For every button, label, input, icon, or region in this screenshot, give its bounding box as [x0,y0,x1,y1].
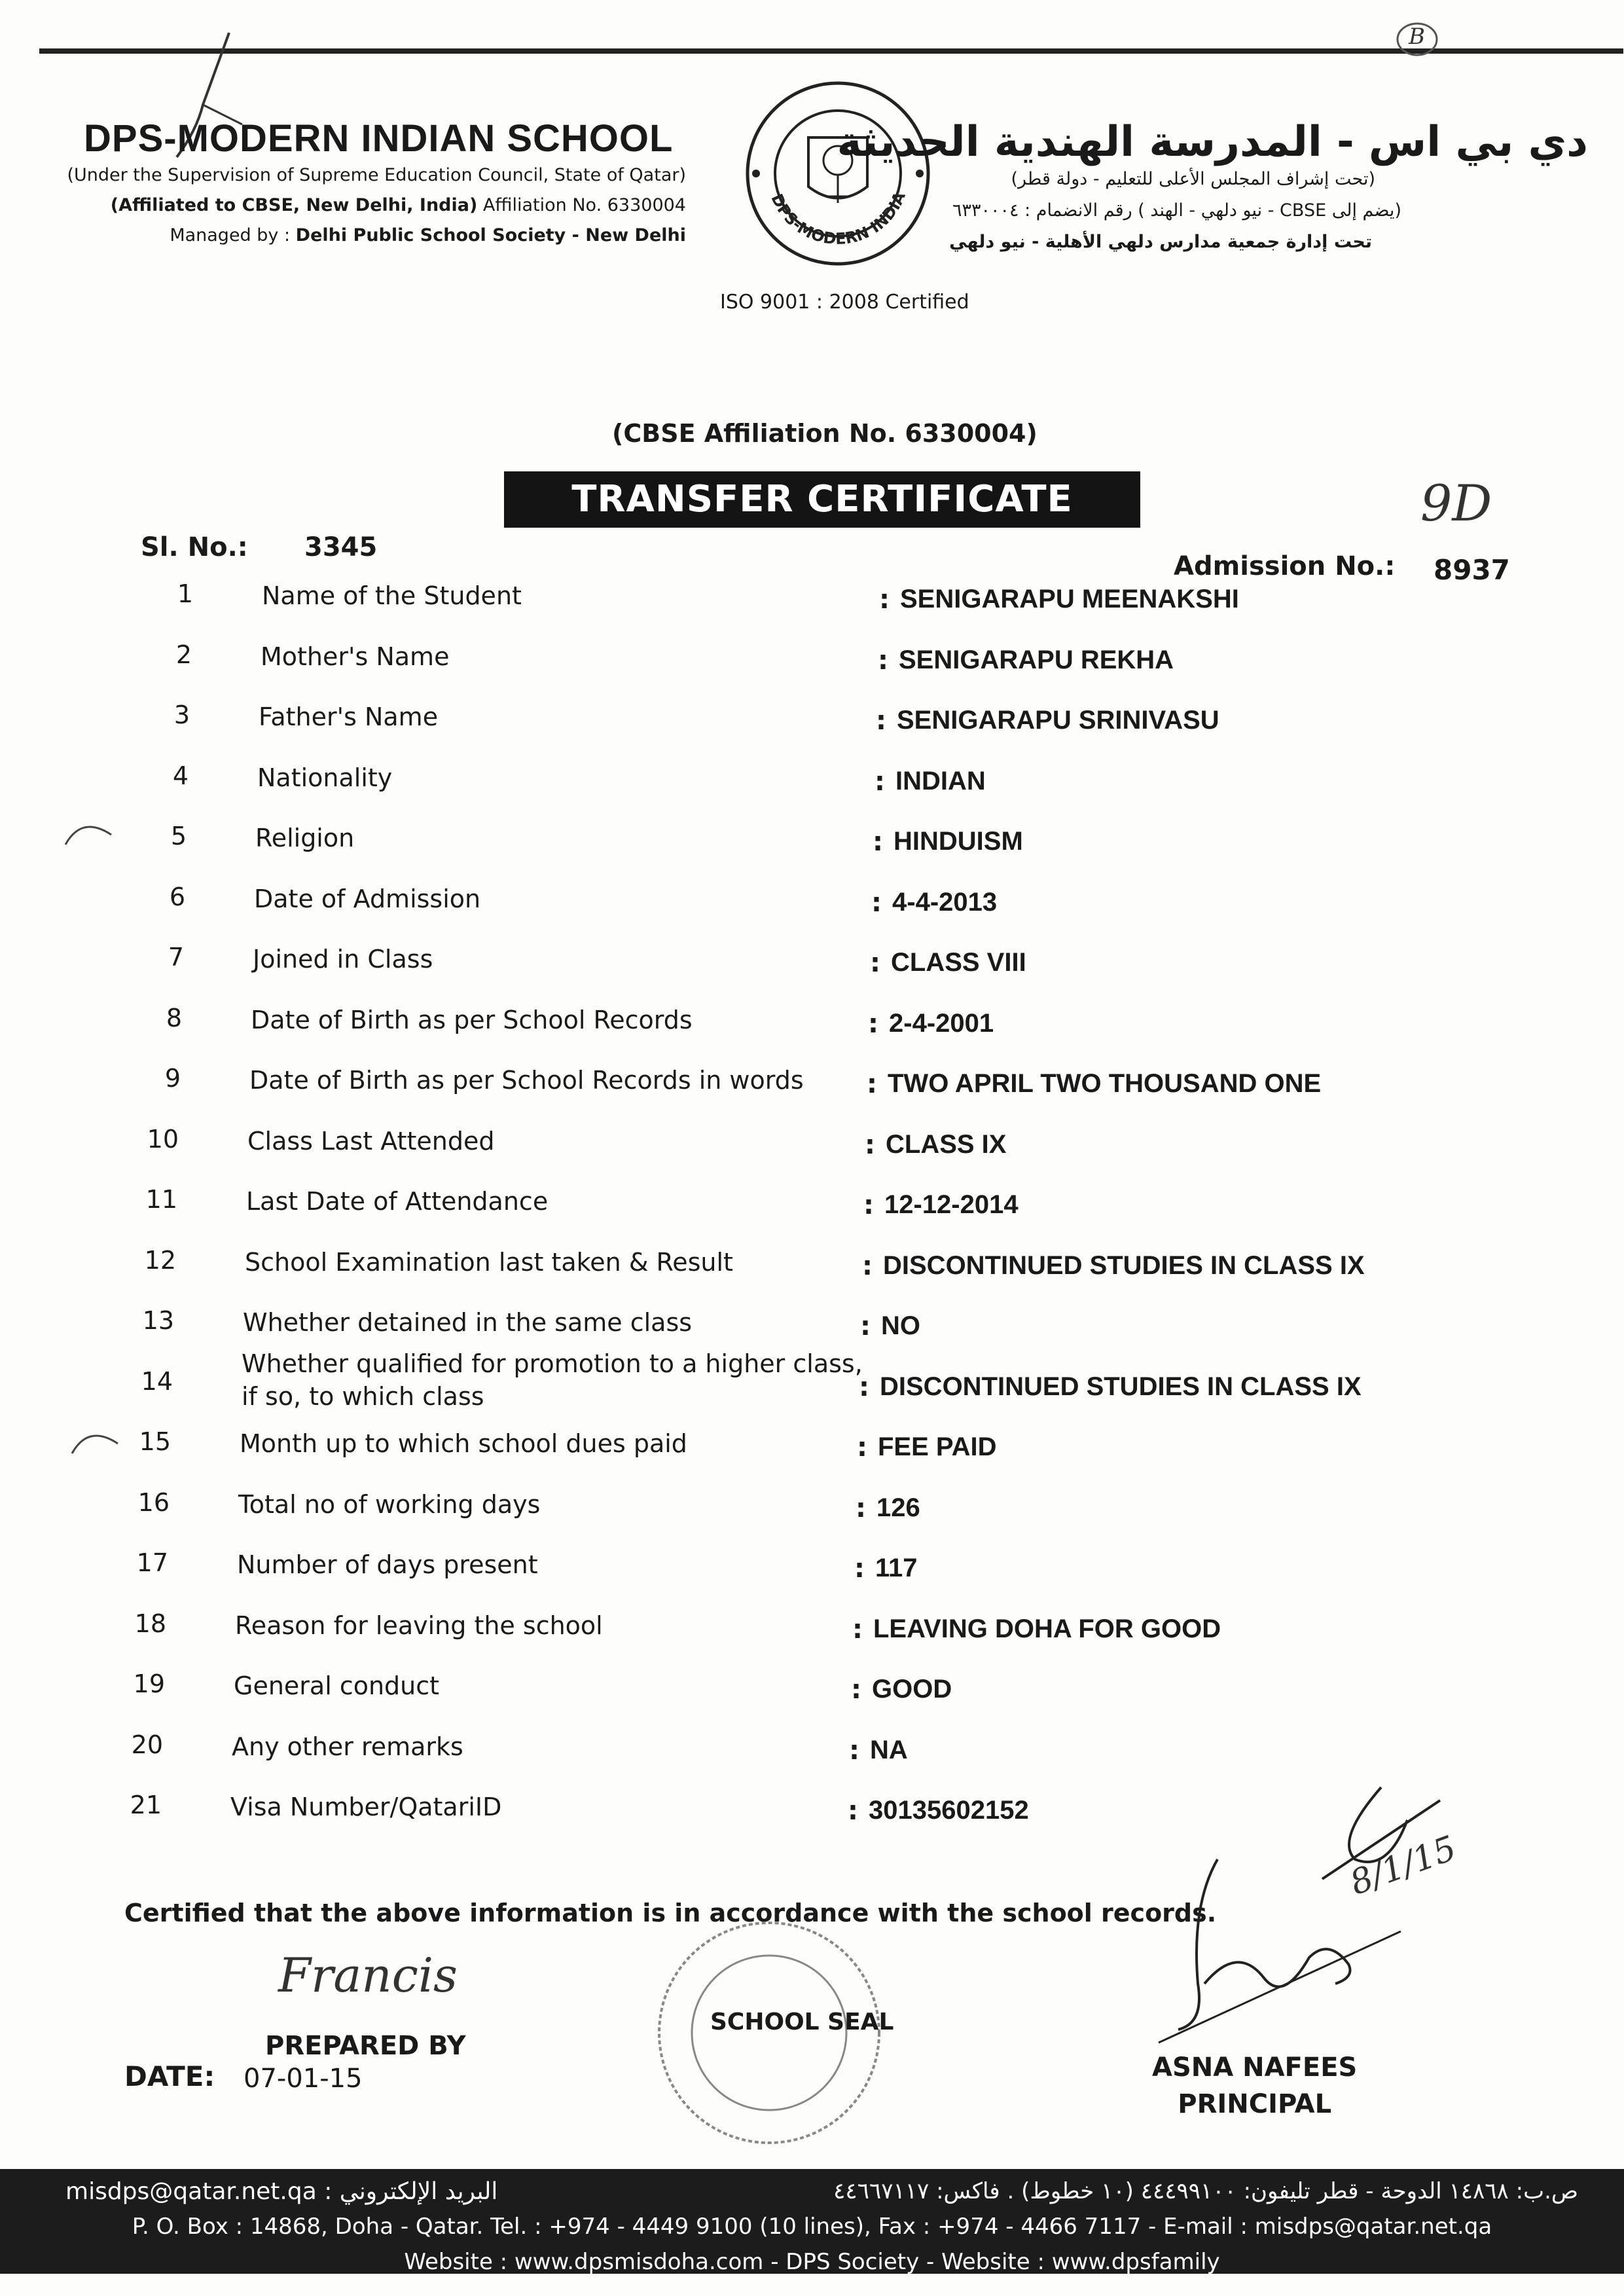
row-number: 14 [141,1367,173,1396]
row-number: 21 [130,1791,162,1819]
row-separator: : [876,706,886,736]
row-label [253,943,433,975]
managed-prefix: Managed by : [170,225,296,246]
row-separator: : [865,1130,875,1160]
row-separator: : [848,1796,858,1826]
row-label [257,761,392,794]
row-label-line: Date of Birth as per School Records [251,1006,693,1034]
row-label [240,1427,687,1460]
row-number: 2 [175,640,192,669]
row-separator: : [863,1190,874,1220]
seal-label: SCHOOL SEAL [710,2009,894,2035]
arabic-school-name: دي بي اس - المدرسة الهندية الحديثة [837,118,1588,166]
row-value: CLASS IX [886,1130,1007,1159]
affiliation-line [111,195,686,215]
row-value: HINDUISM [893,827,1023,856]
row-number: 7 [168,943,184,972]
row-separator: : [856,1493,866,1523]
principal-name: ASNA NAFEES [1152,2052,1358,2083]
row-separator: : [870,948,880,978]
row-label-line: Month up to which school dues paid [240,1429,687,1458]
row-value: GOOD [872,1675,952,1704]
footer-arabic-contact: ص.ب: ١٤٨٦٨ الدوحة - قطر تليفون: ٤٤٤٩٩١٠٠ (١٠ خطوط) . فاكس: ٤٤٦٦٧١١٧ [833,2178,1578,2204]
row-separator: : [859,1372,869,1402]
row-number: 13 [142,1306,174,1335]
row-label-line: Father's Name [259,702,439,731]
row-label-line: Number of days present [237,1550,538,1579]
row-label-line: Whether qualified for promotion to a higher class, [242,1349,863,1378]
row-label-line: Any other remarks [232,1732,463,1761]
row-number: 11 [145,1185,177,1214]
row-label [238,1488,540,1521]
row-separator: : [849,1736,859,1766]
row-label [243,1306,692,1339]
row-label [245,1246,733,1279]
row-value: 126 [876,1493,920,1522]
row-label [259,701,438,733]
school-name: DPS-MODERN INDIAN SCHOOL [84,117,674,160]
row-label-line: Reason for leaving the school [235,1611,603,1640]
footer-email: misdps@qatar.net.qa : البريد الإلكتروني [65,2178,498,2205]
row-separator: : [860,1311,871,1341]
row-label [249,1064,804,1097]
row-label-line: Total no of working days [238,1490,541,1519]
row-label [246,1185,548,1218]
row-label-line: Date of Birth as per School Records in words [249,1066,804,1095]
row-label [232,1730,463,1763]
row-number: 19 [133,1669,165,1698]
row-label-line: Class Last Attended [247,1127,495,1156]
row-separator: : [857,1432,867,1463]
footer-website-line: Website : www.dpsmisdoha.com - DPS Society - Website : www.dpsfamily [404,2249,1220,2275]
row-number: 9 [164,1064,181,1093]
row-value: NO [881,1311,920,1340]
row-label [235,1609,603,1642]
row-number: 10 [147,1125,179,1154]
row-number: 12 [144,1246,176,1275]
row-value: DISCONTINUED STUDIES IN CLASS IX [883,1251,1365,1280]
row-label [242,1347,863,1413]
certificate-title: TRANSFER CERTIFICATE [504,471,1140,528]
school-logo [743,79,933,268]
row-value: 117 [875,1554,918,1582]
row-number: 15 [139,1427,171,1456]
admission-number-value: 8937 [1434,554,1510,586]
row-label-line: General conduct [234,1671,440,1700]
row-label [261,640,449,673]
principal-block [1152,2049,1357,2123]
row-label [254,883,480,915]
row-separator: : [868,1009,878,1039]
row-value: NA [870,1736,908,1764]
punch-hole-mark [62,815,115,848]
row-separator: : [862,1251,873,1281]
row-number: 17 [136,1548,168,1577]
row-label-line: Last Date of Attendance [246,1187,549,1216]
supervision-line: (Under the Supervision of Supreme Education Council, State of Qatar) [67,165,686,185]
row-label-line: Whether detained in the same class [243,1308,693,1337]
row-separator: : [878,646,888,676]
row-number: 1 [177,579,193,608]
row-value: 12-12-2014 [884,1190,1019,1219]
cbse-affiliation: (CBSE Affiliation No. 6330004) [612,419,1038,448]
row-number: 20 [131,1730,163,1759]
iso-certification: ISO 9001 : 2008 Certified [720,291,969,314]
row-number: 18 [134,1609,166,1638]
row-label-line: Date of Admission [254,884,481,913]
punch-hole-mark [69,1424,121,1457]
row-number: 8 [166,1004,182,1032]
row-number: 3 [173,701,190,729]
row-number: 6 [169,883,185,911]
row-label-line: Visa Number/QatariID [230,1793,502,1821]
affiliation-bold: (Affiliated to CBSE, New Delhi, India) [110,195,478,215]
footer-contact-line: P. O. Box : 14868, Doha - Qatar. Tel. : +974 - 4449 9100 (10 lines), Fax : +974 - 4466 7117 - E-mail : misdps@qatar.net.qa [132,2214,1492,2240]
row-separator: : [852,1614,863,1645]
row-value: TWO APRIL TWO THOUSAND ONE [888,1069,1322,1098]
row-value: SENIGARAPU REKHA [899,646,1174,674]
handwritten-approval-date: 8/1/15 [1344,1829,1462,1903]
row-value: INDIAN [895,767,986,795]
date-label: DATE: [124,2060,215,2092]
arabic-supervision: (تحت إشراف المجلس الأعلى للتعليم - دولة قطر) [1011,169,1375,189]
row-value: LEAVING DOHA FOR GOOD [873,1614,1221,1643]
row-value: DISCONTINUED STUDIES IN CLASS IX [880,1372,1362,1401]
affiliation-rest: Affiliation No. 6330004 [477,195,686,215]
row-separator: : [879,585,890,615]
page-mark: B [1394,20,1440,59]
row-value: 2-4-2001 [889,1009,994,1038]
row-label-line: Religion [255,824,355,852]
row-separator: : [871,888,882,918]
date-value: 07-01-15 [244,2064,363,2094]
principal-title: PRINCIPAL [1178,2089,1332,2119]
row-label-line: Joined in Class [253,945,433,974]
row-label [262,579,522,612]
row-separator: : [851,1675,861,1705]
row-label [255,822,354,854]
row-number: 4 [172,761,189,790]
row-separator: : [875,767,885,797]
prepared-by-label: PREPARED BY [265,2031,466,2061]
preparer-signature: Francis [278,1948,458,2003]
serial-number-label: Sl. No.: [141,532,248,562]
row-value: FEE PAID [878,1432,997,1461]
row-label-line: Name of the Student [262,581,522,610]
row-value: 4-4-2013 [892,888,998,917]
row-label-line: Nationality [257,763,393,792]
row-label-line: Mother's Name [261,642,450,671]
arabic-managed: تحت إدارة جمعية مدارس دلهي الأهلية - نيو دلهي [949,232,1372,252]
certification-statement: Certified that the above information is in accordance with the school records. [124,1899,1217,1927]
serial-number-value: 3345 [304,532,378,562]
logo-ring-text: DPS-MODERN INDIA [767,189,909,249]
row-number: 5 [170,822,187,850]
row-value: SENIGARAPU MEENAKSHI [900,585,1239,613]
row-label-line: School Examination last taken & Result [245,1248,733,1277]
handwritten-class: 9D [1420,474,1492,532]
row-label [251,1004,693,1036]
row-label [234,1669,439,1702]
row-separator: : [854,1554,865,1584]
row-value: 30135602152 [869,1796,1029,1825]
row-separator: : [867,1069,877,1099]
managed-bold: Delhi Public School Society - New Delhi [295,225,686,246]
admission-number-label: Admission No.: [1174,551,1396,581]
managed-line [170,225,686,246]
row-label-line: if so, to which class [242,1382,484,1411]
footer-bar [0,2169,1624,2274]
row-label [230,1791,501,1823]
row-number: 16 [137,1488,170,1517]
row-label [247,1125,495,1157]
arabic-affiliation: (يضم إلى CBSE - نيو دلهي - الهند ) رقم الانضمام : ٦٣٣٠٠٠٤ [952,200,1401,221]
row-separator: : [873,827,883,857]
row-label [237,1548,538,1581]
row-value: SENIGARAPU SRINIVASU [897,706,1219,735]
row-value: CLASS VIII [891,948,1026,977]
header-rule [39,48,1623,54]
